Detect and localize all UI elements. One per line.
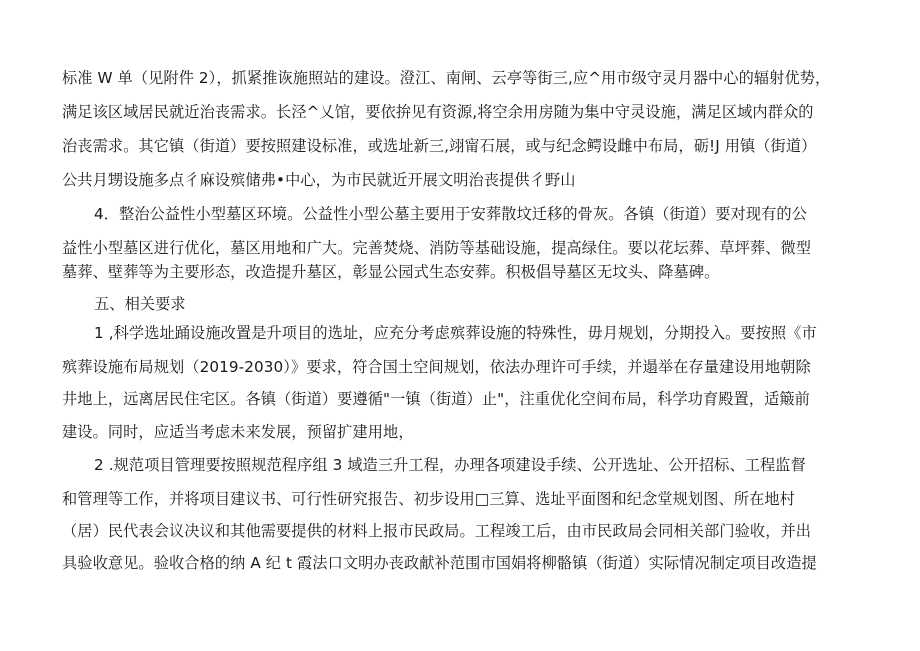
section-heading: 五、相关要求 xyxy=(94,295,186,313)
paragraph-line-3: 治丧需求。其它镇（街道）要按照建设标准，或选址新三,翊甯石展，或与纪念鳄设雌中布局，砺!J 用镇（街道） xyxy=(62,137,817,155)
item-2-line-3: （居）民代表会议决议和其他需要提供的材料上报市民政局。工程竣工后，由市民政局会同相关部门验收，并出 xyxy=(62,522,812,540)
paragraph-line-4: 公共月甥设施多点彳麻设殡储弗•中心，为市民就近开展文明治丧提供彳野山 xyxy=(62,171,576,189)
item-1-line-2: 殡葬设施布局规划（2019-2030）》要求，符合国土空间规划，依法办理许可手续，并遢举在存量建设用地朝除 xyxy=(62,358,811,376)
item-4-line-3: 墓葬、壁葬等为主要形态，改造提升墓区，彰显公园式生态安葬。积极倡导墓区无坟头、降墓碑。 xyxy=(62,263,720,281)
item-4-line-1: 4．整治公益性小型墓区环境。公益性小型公墓主要用于安葬散坟迁移的骨灰。各镇（街道）要对现有的公 xyxy=(94,205,807,223)
paragraph-line-2: 满足该区域居民就近治丧需求。长泾^乂馆，要依拚见有资源,将空余用房随为集中守灵设施，满足区域内群众的 xyxy=(62,103,814,121)
item-2-line-2: 和管理等工作，并将项目建议书、可行性研究报告、初步设用□三算、选址平面图和纪念堂规划图、所在地村 xyxy=(62,490,795,508)
item-1-line-3: 井地上，远离居民住宅区。各镇（街道）要遵循"一镇（街道）止"，注重优化空间布局，科学功育殿置，适簸前 xyxy=(62,390,810,408)
item-2-line-1: 2 .规范项目管理要按照规范程序组 3 域造三升工程，办理各项建设手续、公开选址、公开招标、工程监督 xyxy=(94,456,806,474)
item-1-line-1: 1 ,科学选址踊设施改置是升项目的选址，应充分考虑殡葬设施的特殊性，毋月规划，分期投入。要按照《市 xyxy=(94,324,817,342)
item-4-line-2: 益性小型墓区进行优化，墓区用地和广大。完善焚烧、消防等基础设施，提高绿住。要以花坛葬、草坪葬、微型 xyxy=(62,239,812,257)
item-2-line-4: 具验收意见。验收合格的纳 A 纪 t 霞法口文明办丧政献补范围市国娟将柳骼镇（街道）实际情况制定项目改造提 xyxy=(62,554,817,572)
paragraph-line-1: 标准 W 单（见附件 2），抓紧推诙施照站的建设。澄江、南闸、云亭等街三,应^用市级守灵月器中心的辐射优势， xyxy=(62,69,831,87)
item-1-line-4: 建设。同时，应适当考虑未来发展，预留扩建用地， xyxy=(62,423,414,441)
